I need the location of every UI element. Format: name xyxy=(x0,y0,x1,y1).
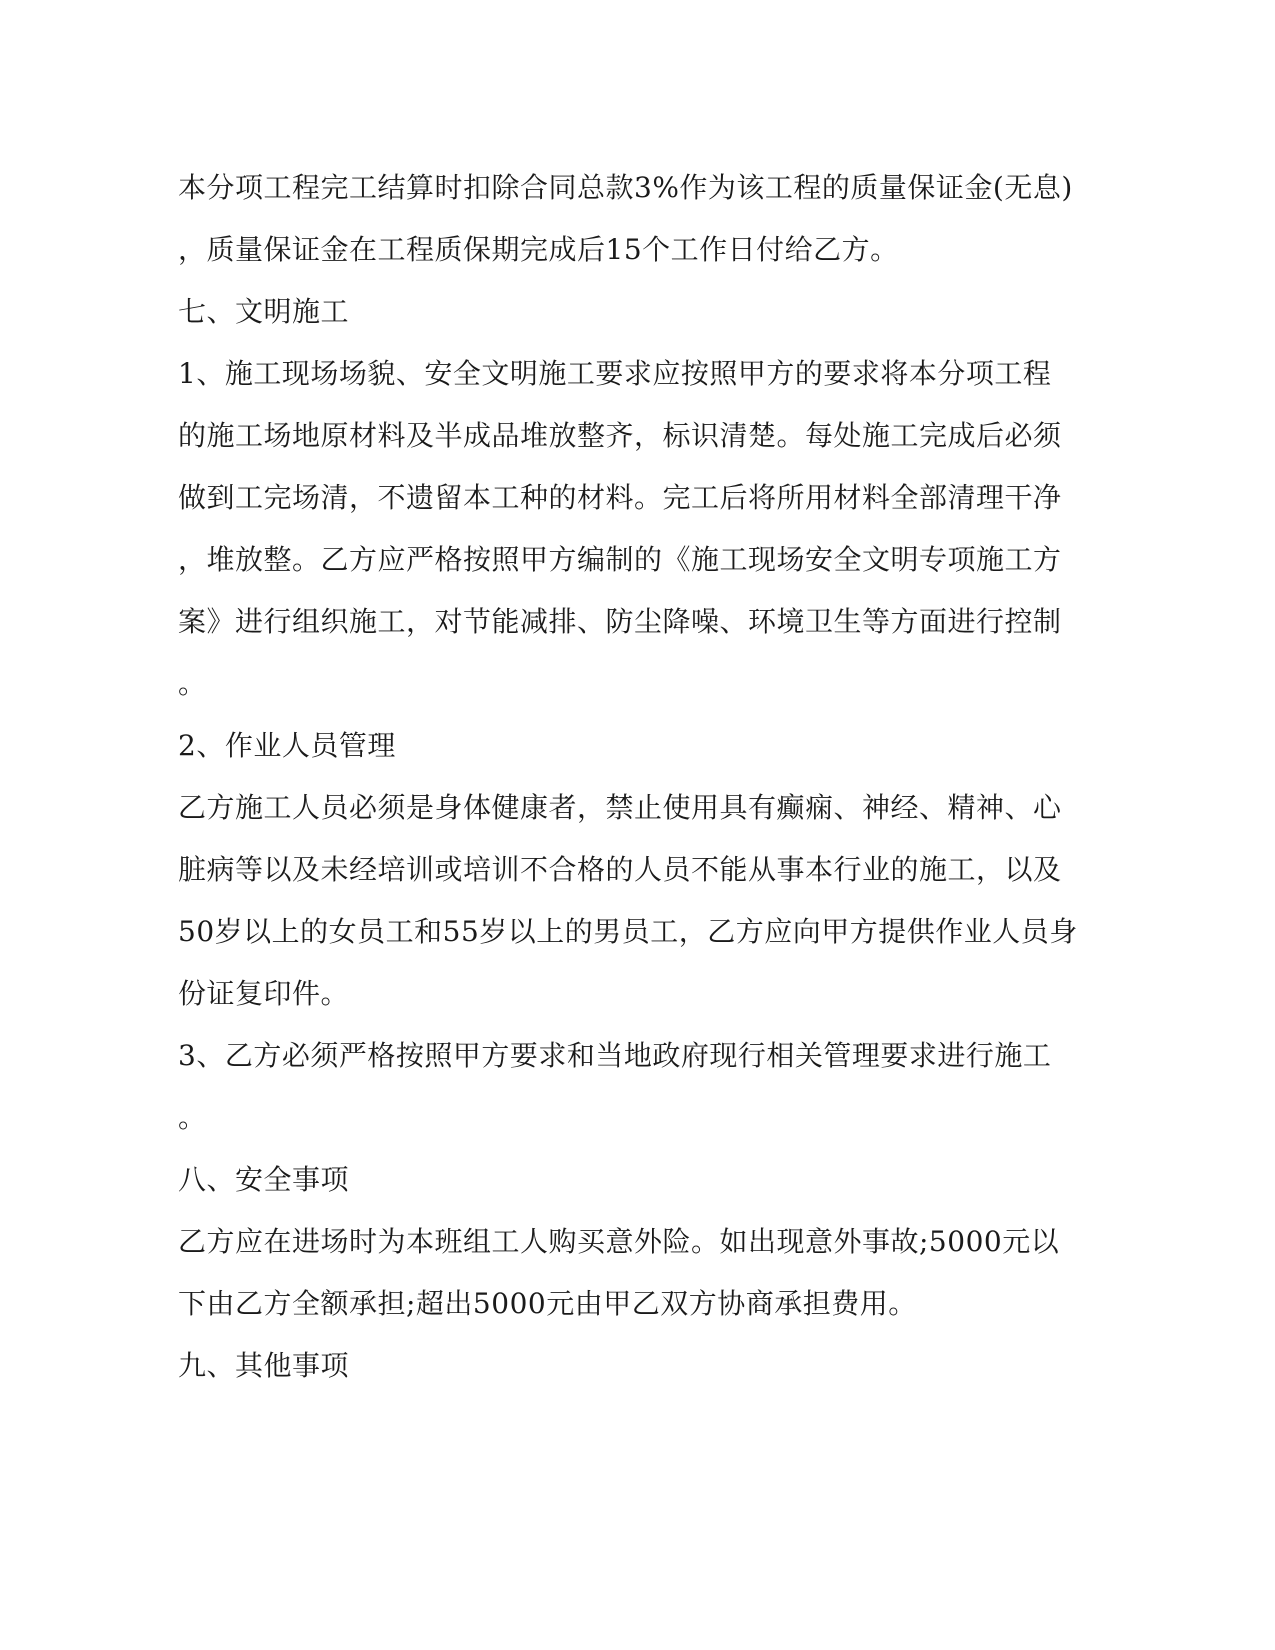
text-line: ，堆放整。乙方应严格按照甲方编制的《施工现场安全文明专项施工方 xyxy=(178,543,1062,576)
text-line: 乙方应在进场时为本班组工人购买意外险。如出现意外事故;5000元以 xyxy=(178,1225,1060,1258)
text-line: ，质量保证金在工程质保期完成后15个工作日付给乙方。 xyxy=(178,233,899,266)
text-line: 1、施工现场场貌、安全文明施工要求应按照甲方的要求将本分项工程 xyxy=(178,357,1052,390)
text-line: 份证复印件。 xyxy=(178,977,350,1010)
text-line: 。 xyxy=(178,1101,207,1134)
subsection-heading: 2、作业人员管理 xyxy=(178,729,396,762)
section-heading: 七、文明施工 xyxy=(178,295,350,328)
text-line: 脏病等以及未经培训或培训不合格的人员不能从事本行业的施工，以及 xyxy=(178,853,1062,886)
text-line: 。 xyxy=(178,667,207,700)
section-heading: 八、安全事项 xyxy=(178,1163,350,1196)
text-line: 50岁以上的女员工和55岁以上的男员工，乙方应向甲方提供作业人员身 xyxy=(178,915,1078,948)
text-line: 做到工完场清，不遗留本工种的材料。完工后将所用材料全部清理干净 xyxy=(178,481,1062,514)
text-line: 的施工场地原材料及半成品堆放整齐，标识清楚。每处施工完成后必须 xyxy=(178,419,1062,452)
section-heading: 九、其他事项 xyxy=(178,1349,350,1382)
document-body xyxy=(178,157,1078,1397)
text-line: 乙方施工人员必须是身体健康者，禁止使用具有癫痫、神经、精神、心 xyxy=(178,791,1062,824)
text-line: 本分项工程完工结算时扣除合同总款3%作为该工程的质量保证金(无息) xyxy=(178,171,1073,204)
text-line: 下由乙方全额承担;超出5000元由甲乙双方协商承担费用。 xyxy=(178,1287,917,1320)
text-line: 案》进行组织施工，对节能减排、防尘降噪、环境卫生等方面进行控制 xyxy=(178,605,1062,638)
text-line: 3、乙方必须严格按照甲方要求和当地政府现行相关管理要求进行施工 xyxy=(178,1039,1052,1072)
